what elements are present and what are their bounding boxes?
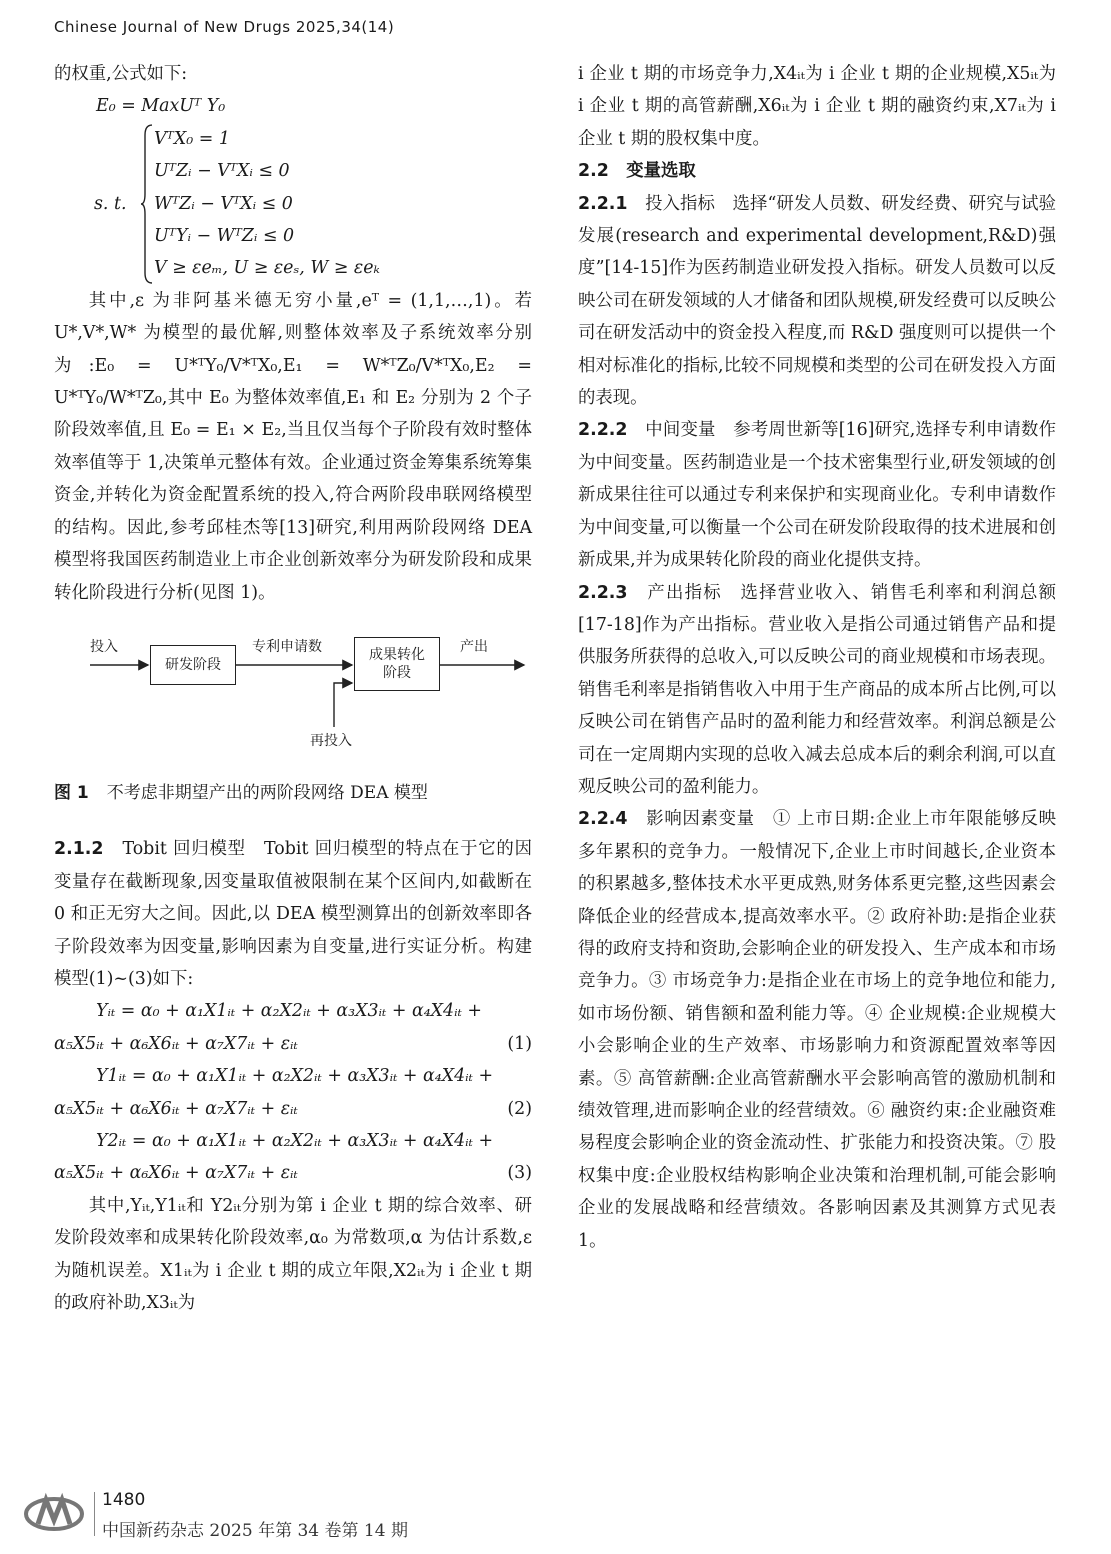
constraint: UᵀZᵢ − VᵀXᵢ ≤ 0 (154, 161, 290, 182)
section-number: 2.1.2 (54, 839, 104, 860)
section-title: Tobit 回归模型 (122, 839, 246, 860)
paragraph: 选择“研发人员数、研发经费、研究与试验发展(research and experimental development,R&D)强度”[14-15]作为医药制造业研发投入指标。研发人员数可以反映公司在研发领域的人才储备和团队规模,研发经费可以反映公司在研发活动中的资金投入程度,而 R&D 强度则可以提供一个相对标准化的指标,比较不同规模和类型的公司在研发投入方面的表现。 (578, 193, 1056, 409)
equation-number: (2) (507, 1098, 532, 1119)
journal-logo-icon (24, 1490, 90, 1534)
brace-icon (140, 123, 154, 285)
equation-2-line-2 (54, 1093, 532, 1125)
paragraph: 参考周世新等[16]研究,选择专利申请数作为中间变量。医药制造业是一个技术密集型行业,研发领域的创新成果往往可以通过专利来保护和实现商业化。专利申请数作为中间变量,可以衡量一个公司在研发阶段取得的技术进展和创新成果,并为成果转化阶段的商业化提供支持。 (578, 420, 1056, 571)
section-number: 2.2.2 (578, 420, 628, 441)
page-number: 1480 (102, 1490, 146, 1510)
footer-divider (94, 1492, 95, 1536)
rd-stage-box (150, 645, 236, 685)
constraint: WᵀZᵢ − VᵀXᵢ ≤ 0 (154, 193, 293, 214)
section-2-2-2 (578, 414, 1056, 576)
constraint: VᵀX₀ = 1 (154, 128, 230, 149)
paragraph: i 企业 t 期的市场竞争力,X4ᵢₜ为 i 企业 t 期的企业规模,X5ᵢₜ为 i 企业 t 期的高管薪酬,X6ᵢₜ为 i 企业 t 期的融资约束,X7ᵢₜ为 i 企业 t 期的股权集中度。 (578, 64, 1056, 149)
right-column (578, 58, 1056, 1257)
paragraph: 的权重,公式如下: (54, 64, 188, 84)
journal-name: 中国新药杂志 2025 年第 34 卷第 14 期 (102, 1521, 408, 1541)
output-label: 产出 (460, 638, 488, 655)
section-title: 投入指标 (645, 193, 716, 214)
section-2-2-4 (578, 803, 1056, 1257)
figure-number: 图 1 (54, 782, 89, 803)
figure-1-diagram (54, 627, 532, 767)
section-2-2-3 (578, 577, 1056, 804)
conversion-stage-label-2: 阶段 (383, 664, 411, 681)
equation-text: α₅X5ᵢₜ + α₆X6ᵢₜ + α₇X7ᵢₜ + εᵢₜ (54, 1033, 298, 1054)
section-title: 影响因素变量 (646, 809, 755, 830)
constraint-system (94, 123, 532, 285)
conversion-stage-box (354, 637, 440, 691)
equation-text: α₅X5ᵢₜ + α₆X6ᵢₜ + α₇X7ᵢₜ + εᵢₜ (54, 1098, 298, 1119)
equation-3-line-2 (54, 1157, 532, 1189)
equation-3-line-1: Y2ᵢₜ = α₀ + α₁X1ᵢₜ + α₂X2ᵢₜ + α₃X3ᵢₜ + α₄X4ᵢₜ + (96, 1130, 494, 1151)
section-number: 2.2.4 (578, 809, 628, 830)
figure-caption-text: 不考虑非期望产出的两阶段网络 DEA 模型 (106, 782, 428, 803)
section-number: 2.2.3 (578, 582, 628, 603)
equation-number: (1) (507, 1033, 532, 1054)
patent-label: 专利申请数 (252, 638, 322, 655)
subject-to-label: s. t. (94, 193, 127, 214)
section-title: 中间变量 (645, 420, 716, 441)
section-title: 产出指标 (647, 582, 722, 603)
reinput-label: 再投入 (310, 732, 352, 749)
section-2-1-2 (54, 833, 532, 995)
paragraph: Tobit 回归模型的特点在于它的因变量存在截断现象,因变量取值被限制在某个区间内,如截断在 0 和正无穷大之间。因此,以 DEA 模型测算出的创新效率即各子阶段效率为因变量,影响因素为自变量,进行实证分析。构建模型(1)~(3)如下: (54, 839, 532, 989)
paragraph: 其中,ε 为非阿基米德无穷小量,eᵀ = (1,1,…,1)。若 U*,V*,W* 为模型的最优解,则整体效率及子系统效率分别为:E₀ = U*ᵀY₀/V*ᵀX₀,E₁ = W*ᵀZ₀/V*ᵀX₀,E₂ = U*ᵀY₀/W*ᵀZ₀,其中 E₀ 为整体效率值,E₁ 和 E₂ 分别为 2 个子阶段效率值,且 E₀ = E₁ × E₂,当且仅当每个子阶段有效时整体效率值等于 1,决策单元整体有效。企业通过资金筹集系统筹集资金,并转化为资金配置系统的投入,符合两阶段串联网络模型的结构。因此,参考邱桂杰等[13]研究,利用两阶段网络 DEA 模型将我国医药制造业上市企业创新效率分为研发阶段和成果转化阶段进行分析(见图 1)。 (54, 290, 532, 603)
constraint: V ≥ εeₘ, U ≥ εeₛ, W ≥ εeₖ (154, 258, 380, 279)
equation-1-line-1: Yᵢₜ = α₀ + α₁X1ᵢₜ + α₂X2ᵢₜ + α₃X3ᵢₜ + α₄X4ᵢₜ + (96, 1001, 483, 1022)
paragraph: ① 上市日期:企业上市年限能够反映多年累积的竞争力。一般情况下,企业上市时间越长,企业资本的积累越多,整体技术水平更成熟,财务体系更完整,这些因素会降低企业的经营成本,提高效率水平。② 政府补助:是指企业获得的政府支持和资助,会影响企业的研发投入、生产成本和市场竞争力。③ 市场竞争力:是指企业在市场上的竞争地位和能力,如市场份额、销售额和盈利能力等。④ 企业规模:企业规模大小会影响企业的生产效率、市场影响力和资源配置效率等因素。⑤ 高管薪酬:企业高管薪酬水平会影响高管的激励机制和绩效管理,进而影响企业的经营绩效。⑥ 融资约束:企业融资难易程度会影响企业的资金流动性、扩张能力和投资决策。⑦ 股权集中度:企业股权结构影响企业决策和治理机制,可能会影响企业的发展战略和经营绩效。各影响因素及其测算方式见表 1。 (578, 809, 1056, 1251)
section-number: 2.2.1 (578, 193, 628, 214)
figure-caption (54, 777, 532, 809)
input-label: 投入 (90, 638, 118, 655)
left-column (54, 58, 532, 1319)
constraint: UᵀYᵢ − WᵀZᵢ ≤ 0 (154, 226, 295, 247)
equation-number: (3) (507, 1163, 532, 1184)
conversion-stage-label: 成果转化 (369, 646, 425, 663)
rd-stage-label: 研发阶段 (165, 656, 221, 673)
equation-2-line-1: Y1ᵢₜ = α₀ + α₁X1ᵢₜ + α₂X2ᵢₜ + α₃X3ᵢₜ + α₄X4ᵢₜ + (96, 1066, 494, 1087)
section-2-2-1 (578, 188, 1056, 415)
paragraph: 其中,Yᵢₜ,Y1ᵢₜ和 Y2ᵢₜ分别为第 i 企业 t 期的综合效率、研发阶段效率和成果转化阶段效率,α₀ 为常数项,α 为估计系数,ε 为随机误差。X1ᵢₜ为 i 企业 t 期的成立年限,X2ᵢₜ为 i 企业 t 期的政府补助,X3ᵢₜ为 (54, 1195, 532, 1313)
paragraph: 选择营业收入、销售毛利率和利润总额[17-18]作为产出指标。营业收入是指公司通过销售产品和提供服务所获得的总收入,可以反映公司的商业规模和市场表现。销售毛利率是指销售收入中用于生产商品的成本所占比例,可以反映公司在销售产品时的盈利能力和经营效率。利润总额是公司在一定周期内实现的总收入减去总成本后的剩余利润,可以直观反映公司的盈利能力。 (578, 582, 1056, 797)
equation-objective: E₀ = MaxUᵀ Y₀ (96, 96, 226, 117)
running-header: Chinese Journal of New Drugs 2025,34(14) (54, 18, 395, 36)
section-2-2-heading: 2.2 变量选取 (578, 161, 696, 182)
equation-text: α₅X5ᵢₜ + α₆X6ᵢₜ + α₇X7ᵢₜ + εᵢₜ (54, 1163, 298, 1184)
equation-1-line-2 (54, 1028, 532, 1060)
